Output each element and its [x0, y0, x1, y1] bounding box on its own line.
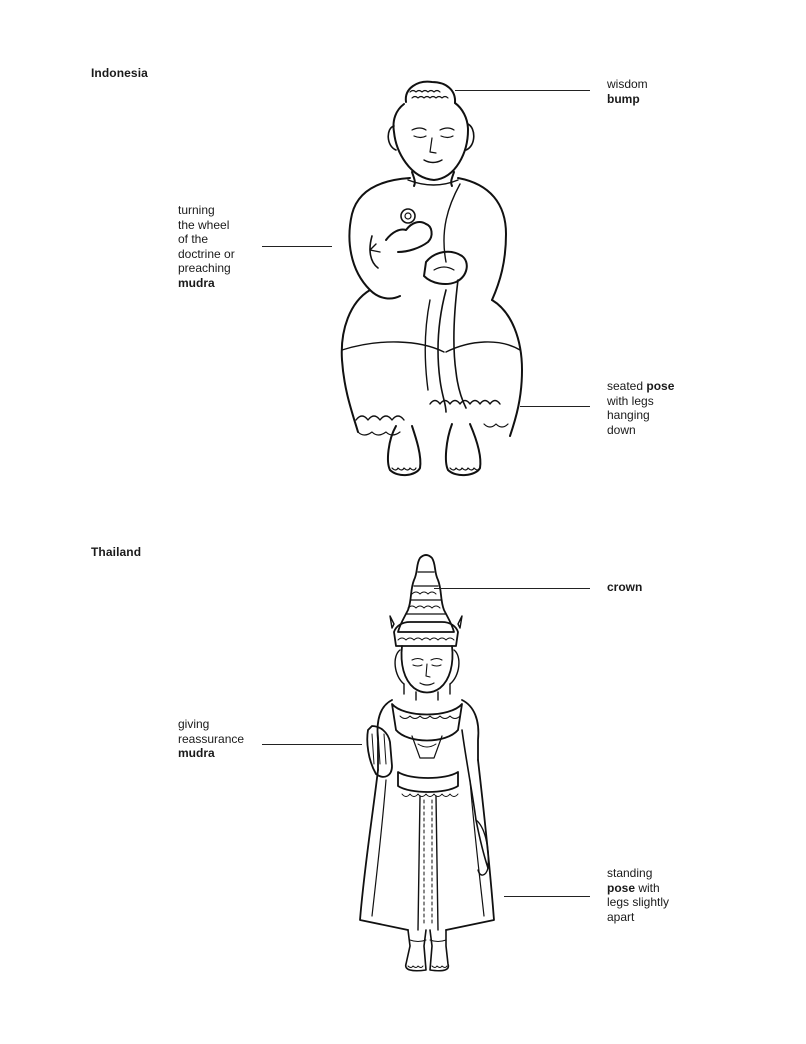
label-line: preaching: [178, 261, 231, 276]
label-line: the wheel: [178, 217, 230, 232]
label-line: hanging: [607, 408, 650, 423]
label-reassurance-mudra: [178, 717, 288, 761]
label-crown: [607, 580, 717, 595]
label-line: turning: [178, 203, 215, 217]
label-line: apart: [607, 909, 635, 924]
label-line: giving: [178, 717, 210, 731]
robe-outline: [360, 770, 408, 930]
leader-line-pose: [504, 896, 590, 897]
label-term: bump: [607, 91, 640, 106]
leader-line-crown: [434, 588, 590, 589]
label-term: pose: [607, 880, 636, 895]
robe-central-panel: [418, 796, 438, 930]
label-term: pose: [646, 379, 675, 393]
label-line: reassurance: [178, 731, 245, 746]
necklace: [392, 704, 462, 741]
crown-spire: [398, 555, 454, 632]
belt: [398, 772, 458, 792]
label-term: crown: [607, 580, 643, 594]
label-line: [607, 881, 717, 896]
label-line: wisdom: [607, 77, 648, 91]
section-title-indonesia: Indonesia: [91, 66, 148, 80]
label-term: mudra: [178, 275, 215, 290]
label-line: of the: [178, 232, 209, 247]
label-line: down: [607, 422, 636, 437]
label-line: with legs: [607, 393, 654, 408]
label-line: doctrine or: [178, 246, 235, 261]
label-line: legs slightly: [607, 895, 670, 910]
label-term: mudra: [178, 746, 215, 761]
section-title-thailand: Thailand: [91, 545, 142, 559]
label-line: standing: [607, 866, 653, 880]
label-standing-pose: [607, 866, 717, 924]
label-line-suffix: with: [635, 880, 660, 895]
label-line-prefix: seated: [607, 379, 647, 393]
